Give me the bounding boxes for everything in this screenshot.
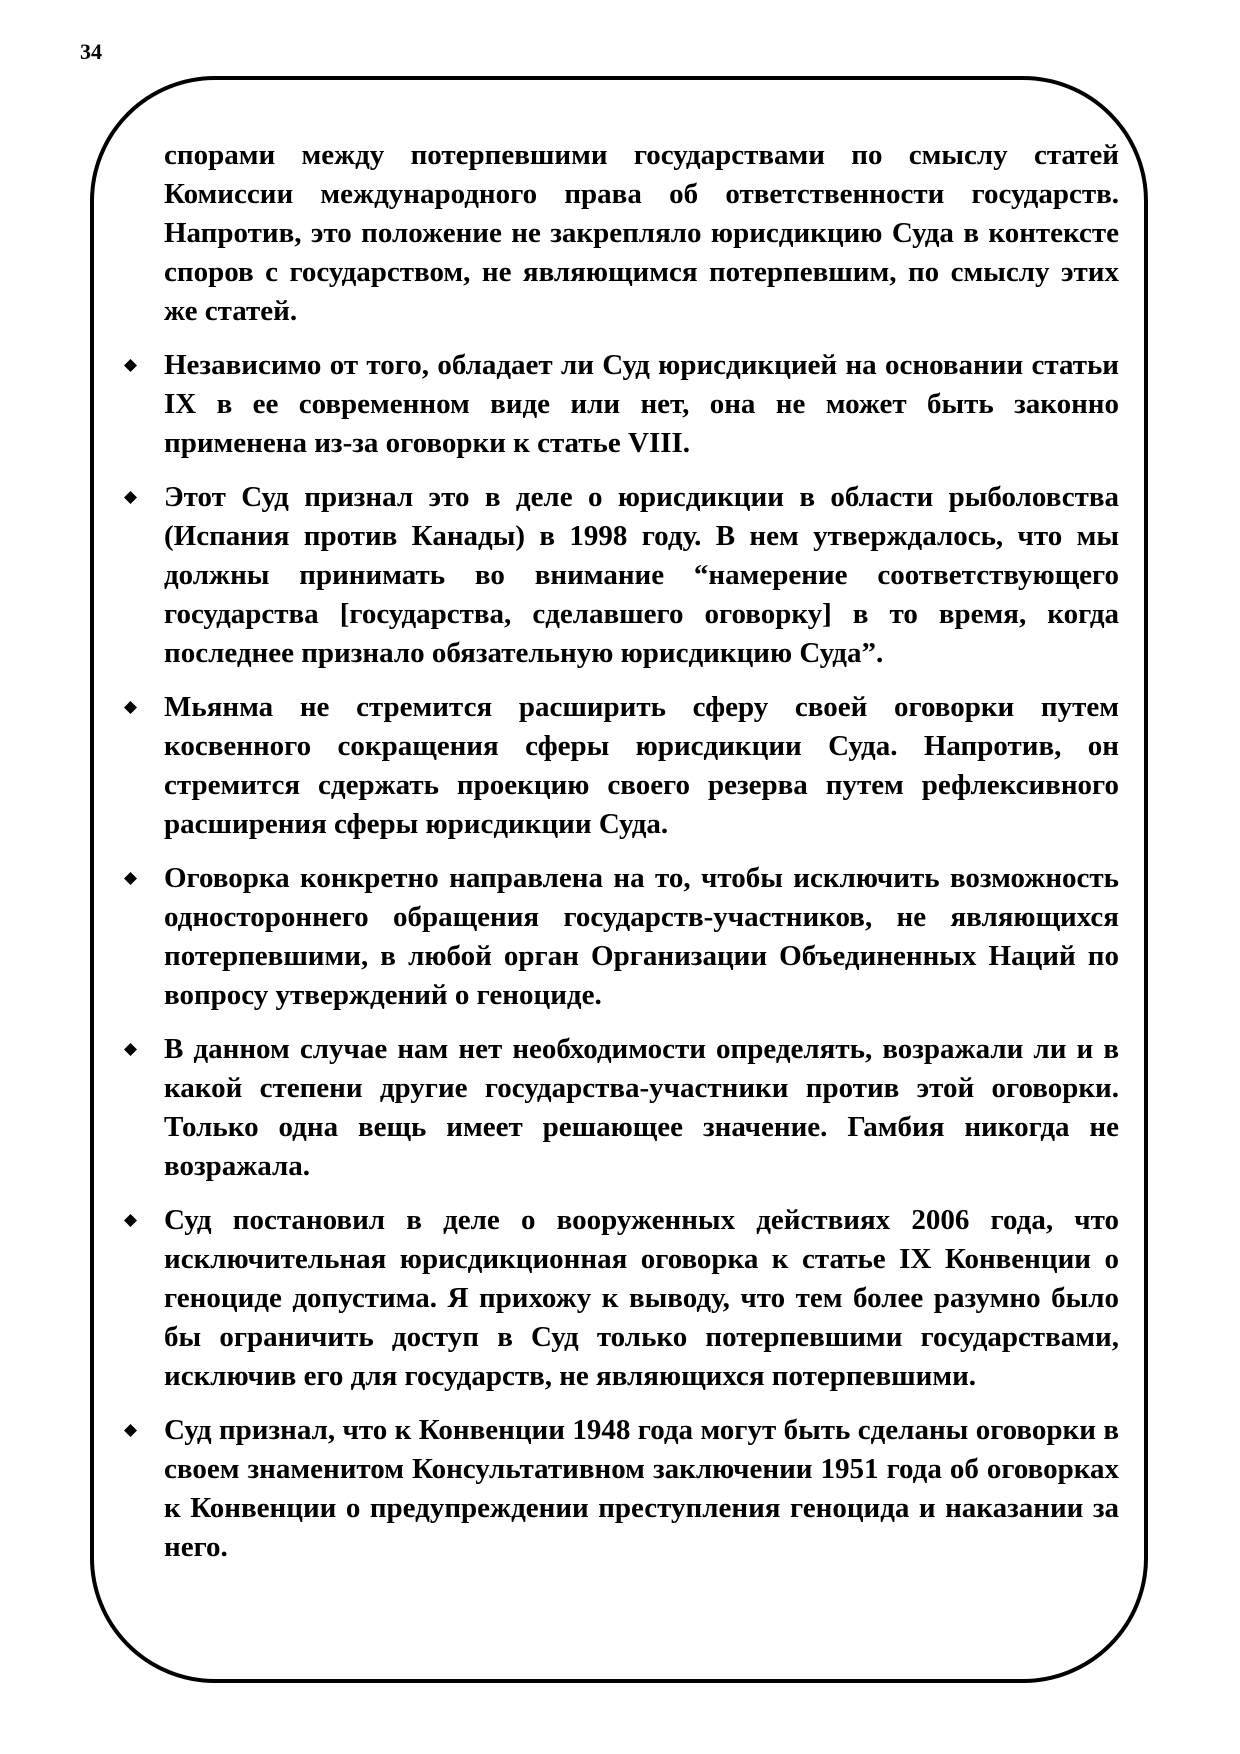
- diamond-bullet-icon: [124, 1424, 137, 1437]
- bullet-item: [118, 1030, 1119, 1186]
- bullet-item: [118, 478, 1119, 673]
- paragraph-text: Оговорка конкретно направлена на то, чтобы исключить возможность одностороннего обращения государств-участников, не являющихся потерпевшими, в любой орган Организации Объединенных Наций по вопросу утверждений о геноциде.: [164, 862, 1119, 1011]
- diamond-bullet-icon: [124, 491, 137, 504]
- diamond-bullet-icon: [124, 1214, 137, 1227]
- paragraph-continuation: [118, 136, 1119, 331]
- bullet-item: [118, 859, 1119, 1015]
- paragraph-text: Суд признал, что к Конвенции 1948 года могут быть сделаны оговорки в своем знаменитом Консультативном заключении 1951 года об оговорках к Конвенции о предупреждении преступления геноцида и наказании за него.: [164, 1414, 1119, 1563]
- paragraph-text: Этот Суд признал это в деле о юрисдикции в области рыболовства (Испания против Канады) в 1998 году. В нем утверждалось, что мы должны принимать во внимание “намерение соответствующего государства [государства, сделавшего оговорку] в то время, когда последнее признало обязательную юрисдикцию Суда”.: [164, 481, 1119, 669]
- document-body: [118, 136, 1119, 1567]
- bullet-item: [118, 346, 1119, 463]
- bullet-item: [118, 1201, 1119, 1396]
- bullet-item: [118, 688, 1119, 844]
- page-number: 34: [80, 39, 102, 64]
- paragraph-text: Независимо от того, обладает ли Суд юрисдикцией на основании статьи IX в ее современном виде или нет, она не может быть законно применена из-за оговорки к статье VIII.: [164, 349, 1119, 459]
- paragraph-text: В данном случае нам нет необходимости определять, возражали ли и в какой степени другие государства-участники против этой оговорки. Только одна вещь имеет решающее значение. Гамбия никогда не возражала.: [164, 1033, 1119, 1182]
- paragraph-text: спорами между потерпевшими государствами по смыслу статей Комиссии международного права об ответственности государств. Напротив, это положение не закрепляло юрисдикцию Суда в контексте споров с государством, не являющимся потерпевшим, по смыслу этих же статей.: [164, 139, 1119, 327]
- bullet-item: [118, 1411, 1119, 1567]
- paragraph-text: Мьянма не стремится расширить сферу своей оговорки путем косвенного сокращения сферы юрисдикции Суда. Напротив, он стремится сдержать проекцию своего резерва путем рефлексивного расширения сферы юрисдикции Суда.: [164, 691, 1119, 840]
- diamond-bullet-icon: [124, 1043, 137, 1056]
- paragraph-text: Суд постановил в деле о вооруженных действиях 2006 года, что исключительная юрисдикционная оговорка к статье IX Конвенции о геноциде допустима. Я прихожу к выводу, что тем более разумно было бы ограничить доступ в Суд только потерпевшими государствами, исключив его для государств, не являющихся потерпевшими.: [164, 1204, 1119, 1392]
- diamond-bullet-icon: [124, 701, 137, 714]
- diamond-bullet-icon: [124, 359, 137, 372]
- diamond-bullet-icon: [124, 872, 137, 885]
